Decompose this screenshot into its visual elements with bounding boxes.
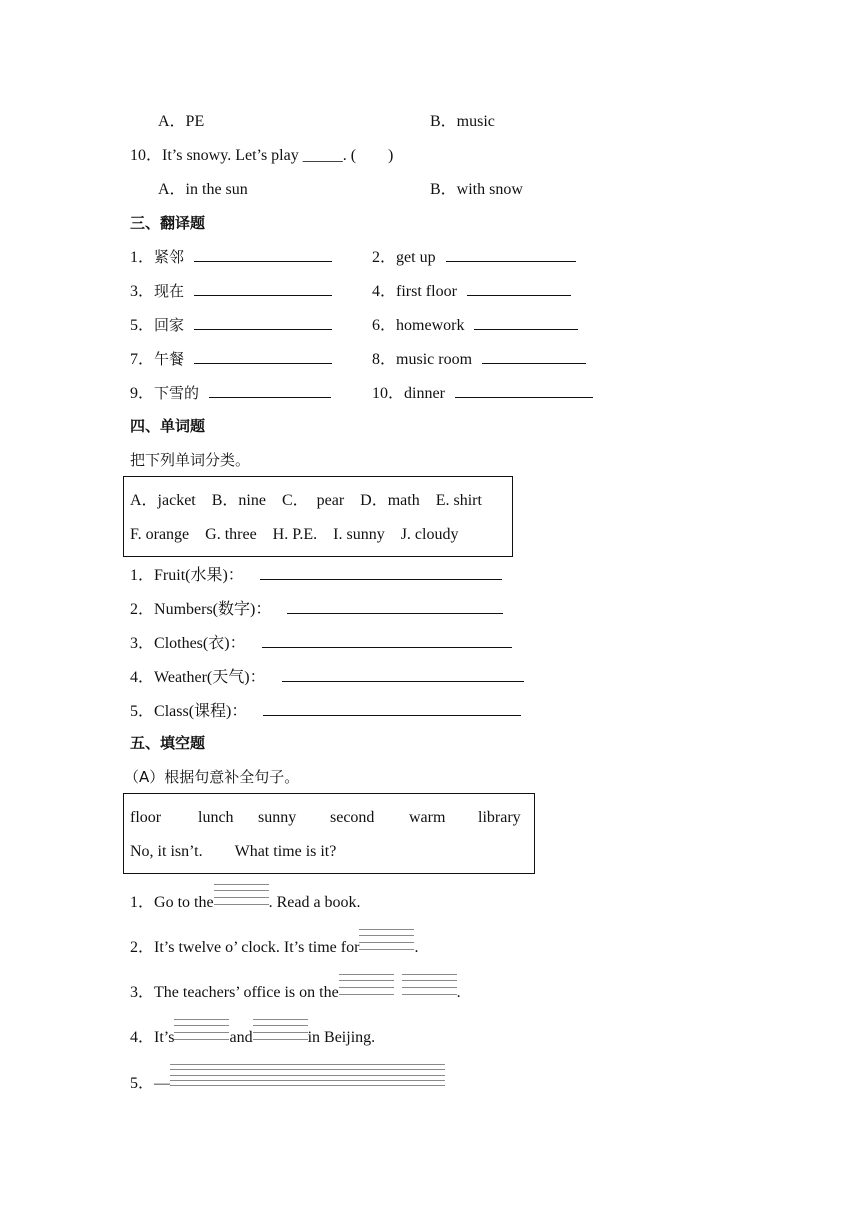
translate-item-2: 2．get up	[372, 247, 576, 268]
translate-item-6: 6．homework	[372, 315, 578, 336]
translate-item-8: 8．music room	[372, 349, 586, 370]
answer-blank[interactable]	[194, 281, 332, 296]
word-lunch: lunch	[198, 809, 234, 826]
classify-item-1: 1．Fruit(水果)：	[130, 565, 502, 586]
classify-item-3: 3．Clothes(衣)：	[130, 633, 512, 654]
word-second: second	[330, 809, 375, 826]
answer-blank[interactable]	[359, 932, 414, 952]
answer-blank[interactable]	[455, 383, 593, 398]
translate-item-10: 10．dinner	[372, 383, 593, 404]
fill-sentence-4: 4．It’s and in Beijing.	[130, 1022, 375, 1048]
q10-option-a: A．in the sun	[158, 181, 248, 198]
answer-blank[interactable]	[194, 247, 332, 262]
translate-item-3: 3．现在	[130, 281, 332, 302]
q9-option-a: A．PE	[158, 113, 205, 130]
answer-blank[interactable]	[402, 977, 457, 997]
section-4-title: 四、单词题	[130, 417, 206, 435]
word-floor: floor	[130, 809, 162, 826]
answer-blank[interactable]	[194, 349, 332, 364]
classify-item-5: 5．Class(课程)：	[130, 701, 521, 722]
answer-blank[interactable]	[209, 383, 331, 398]
q9-option-b: B．music	[430, 113, 495, 130]
answer-blank[interactable]	[339, 977, 394, 997]
answer-blank[interactable]	[482, 349, 586, 364]
translate-item-5: 5．回家	[130, 315, 332, 336]
answer-blank[interactable]	[262, 633, 512, 648]
section-5-subtitle: （A）根据句意补全句子。	[124, 768, 300, 786]
answer-blank[interactable]	[260, 565, 502, 580]
answer-blank[interactable]	[194, 315, 332, 330]
classify-item-2: 2．Numbers(数字)：	[130, 599, 503, 620]
answer-blank[interactable]	[446, 247, 576, 262]
section-4-instruction: 把下列单词分类。	[130, 451, 251, 469]
word-warm: warm	[409, 809, 446, 826]
answer-blank[interactable]	[287, 599, 503, 614]
word-bank-line-2: F. orange G. three H. P.E. I. sunny J. cloudy	[130, 526, 459, 543]
fill-sentence-3: 3．The teachers’ office is on the .	[130, 977, 461, 1003]
answer-blank[interactable]	[170, 1068, 445, 1088]
classify-item-4: 4．Weather(天气)：	[130, 667, 524, 688]
answer-blank[interactable]	[263, 701, 521, 716]
word-bank-phrases: No, it isn’t. What time is it?	[130, 843, 337, 860]
answer-blank[interactable]	[474, 315, 578, 330]
fill-sentence-1: 1．Go to the . Read a book.	[130, 887, 361, 913]
q10-stem: 10．It’s snowy. Let’s play _____. ( )	[130, 147, 394, 164]
q10-option-b: B．with snow	[430, 181, 523, 198]
word-library: library	[478, 809, 521, 826]
word-bank-line-1: A．jacket B．nine C． pear D．math E. shirt	[130, 492, 482, 509]
fill-sentence-5: 5．—	[130, 1068, 445, 1094]
answer-blank[interactable]	[282, 667, 524, 682]
translate-item-1: 1．紧邻	[130, 247, 332, 268]
translate-item-9: 9．下雪的	[130, 383, 331, 404]
answer-blank[interactable]	[467, 281, 571, 296]
answer-blank[interactable]	[214, 887, 269, 907]
section-5-title: 五、填空题	[130, 734, 206, 752]
translate-item-4: 4．first floor	[372, 281, 571, 302]
word-sunny: sunny	[258, 809, 297, 826]
translate-item-7: 7．午餐	[130, 349, 332, 370]
section-3-title: 三、翻译题	[130, 214, 206, 232]
fill-sentence-2: 2．It’s twelve o’ clock. It’s time for .	[130, 932, 418, 958]
answer-blank[interactable]	[253, 1022, 308, 1042]
answer-blank[interactable]	[174, 1022, 229, 1042]
